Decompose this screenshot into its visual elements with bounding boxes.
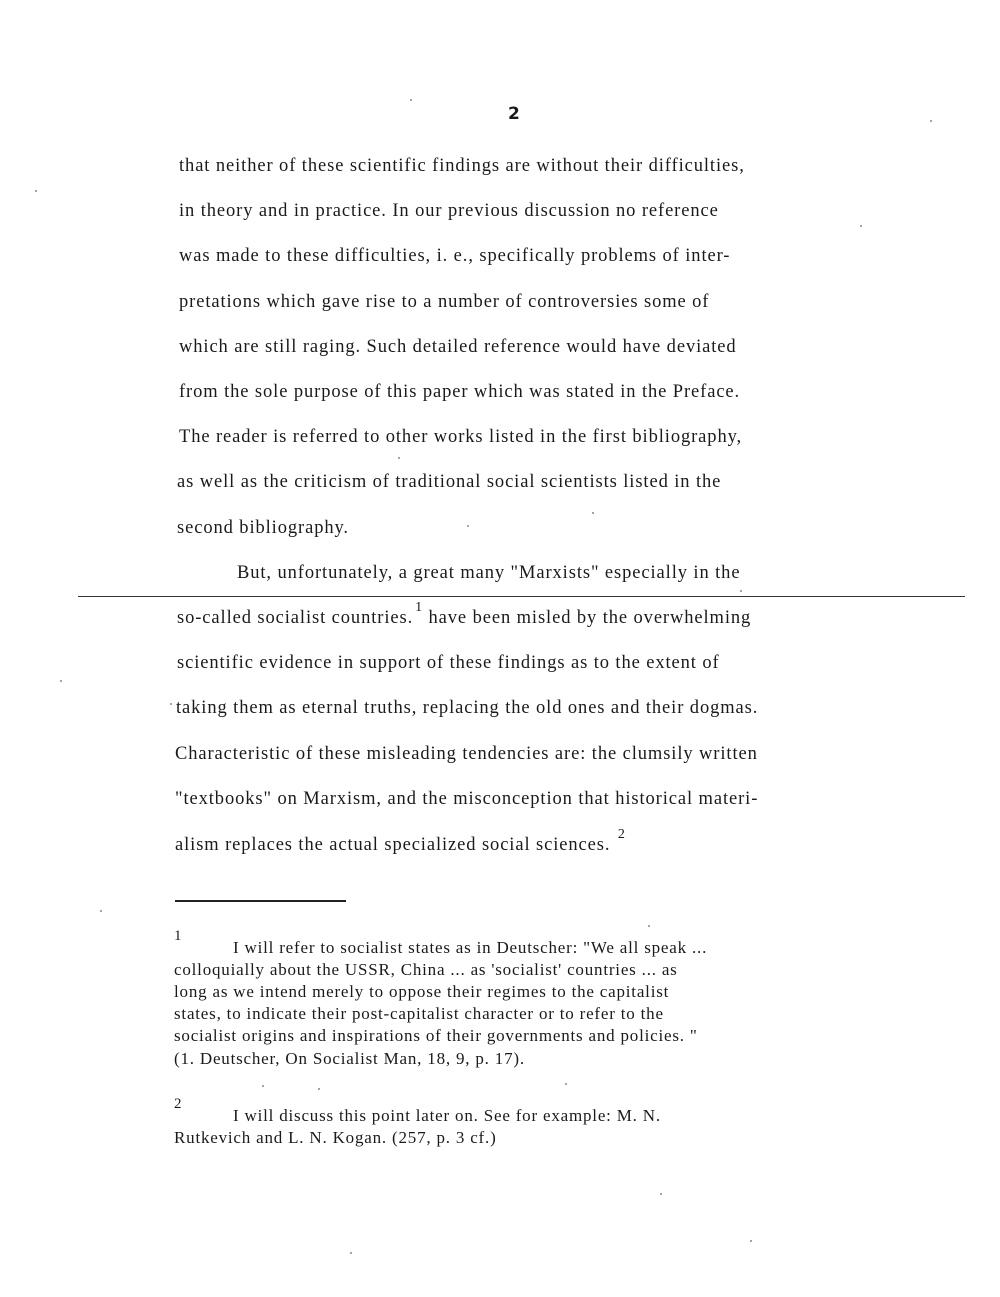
footnote-separator bbox=[175, 900, 346, 902]
scan-speck bbox=[467, 525, 469, 527]
page-number: 2 bbox=[508, 104, 520, 124]
body-line: The reader is referred to other works listed in the first bibliography, bbox=[179, 427, 743, 447]
scan-speck bbox=[740, 590, 742, 592]
scan-speck bbox=[35, 190, 37, 192]
body-line bbox=[175, 827, 626, 856]
body-line: was made to these difficulties, i. e., specifically problems of inter- bbox=[179, 246, 731, 266]
scan-speck bbox=[398, 457, 400, 459]
body-line: "textbooks" on Marxism, and the misconception that historical materi- bbox=[175, 789, 759, 809]
footnote-marker: 1 bbox=[174, 928, 182, 944]
footnote-line: I will refer to socialist states as in Deutscher: "We all speak ... bbox=[233, 938, 708, 957]
scan-speck bbox=[660, 1193, 662, 1195]
scan-speck bbox=[318, 1088, 320, 1090]
body-line: that neither of these scientific findings are without their difficulties, bbox=[179, 156, 745, 176]
scan-speck bbox=[350, 1252, 352, 1254]
body-line: from the sole purpose of this paper which was stated in the Preface. bbox=[179, 382, 741, 402]
footnote-line: socialist origins and inspirations of their governments and policies. " bbox=[174, 1026, 698, 1045]
body-text: so-called socialist countries. bbox=[177, 608, 414, 628]
body-line bbox=[177, 600, 752, 629]
footnote-reference-2: 2 bbox=[617, 827, 626, 842]
scan-speck bbox=[410, 99, 412, 101]
footnote-reference-1: 1 bbox=[415, 600, 423, 615]
footnote-line: colloquially about the USSR, China ... as 'socialist' countries ... as bbox=[174, 960, 678, 979]
scan-speck bbox=[750, 1240, 752, 1242]
footnote-line: I will discuss this point later on. See for example: M. N. bbox=[233, 1106, 661, 1125]
scan-speck bbox=[170, 703, 172, 705]
footnote-line: (1. Deutscher, On Socialist Man, 18, 9, p. 17). bbox=[174, 1049, 525, 1068]
footnote-line: long as we intend merely to oppose their regimes to the capitalist bbox=[174, 982, 670, 1001]
footnote-line: states, to indicate their post-capitalist character or to refer to the bbox=[174, 1004, 664, 1023]
body-line: in theory and in practice. In our previous discussion no reference bbox=[179, 201, 719, 221]
body-line: scientific evidence in support of these findings as to the extent of bbox=[177, 653, 720, 673]
scan-speck bbox=[60, 680, 62, 682]
body-line: which are still raging. Such detailed reference would have deviated bbox=[179, 337, 737, 357]
footnote-line: Rutkevich and L. N. Kogan. (257, p. 3 cf.) bbox=[174, 1128, 497, 1147]
footnote-marker: 2 bbox=[174, 1096, 182, 1112]
body-text: alism replaces the actual specialized social sciences. bbox=[175, 835, 611, 855]
body-text: have been misled by the overwhelming bbox=[423, 608, 752, 628]
body-line: But, unfortunately, a great many "Marxists" especially in the bbox=[237, 563, 741, 583]
scan-speck bbox=[565, 1083, 567, 1085]
scan-speck bbox=[860, 225, 862, 227]
scan-speck bbox=[100, 910, 102, 912]
body-line: second bibliography. bbox=[177, 518, 349, 538]
body-line: Characteristic of these misleading tendencies are: the clumsily written bbox=[175, 744, 758, 764]
scan-speck bbox=[930, 120, 932, 122]
scan-artifact-rule bbox=[78, 596, 965, 597]
scan-speck bbox=[648, 925, 650, 927]
scan-speck bbox=[592, 512, 594, 514]
body-line: as well as the criticism of traditional social scientists listed in the bbox=[177, 472, 722, 492]
scan-speck bbox=[262, 1085, 264, 1087]
body-line: taking them as eternal truths, replacing the old ones and their dogmas. bbox=[176, 698, 759, 718]
body-line: pretations which gave rise to a number of controversies some of bbox=[179, 292, 710, 312]
